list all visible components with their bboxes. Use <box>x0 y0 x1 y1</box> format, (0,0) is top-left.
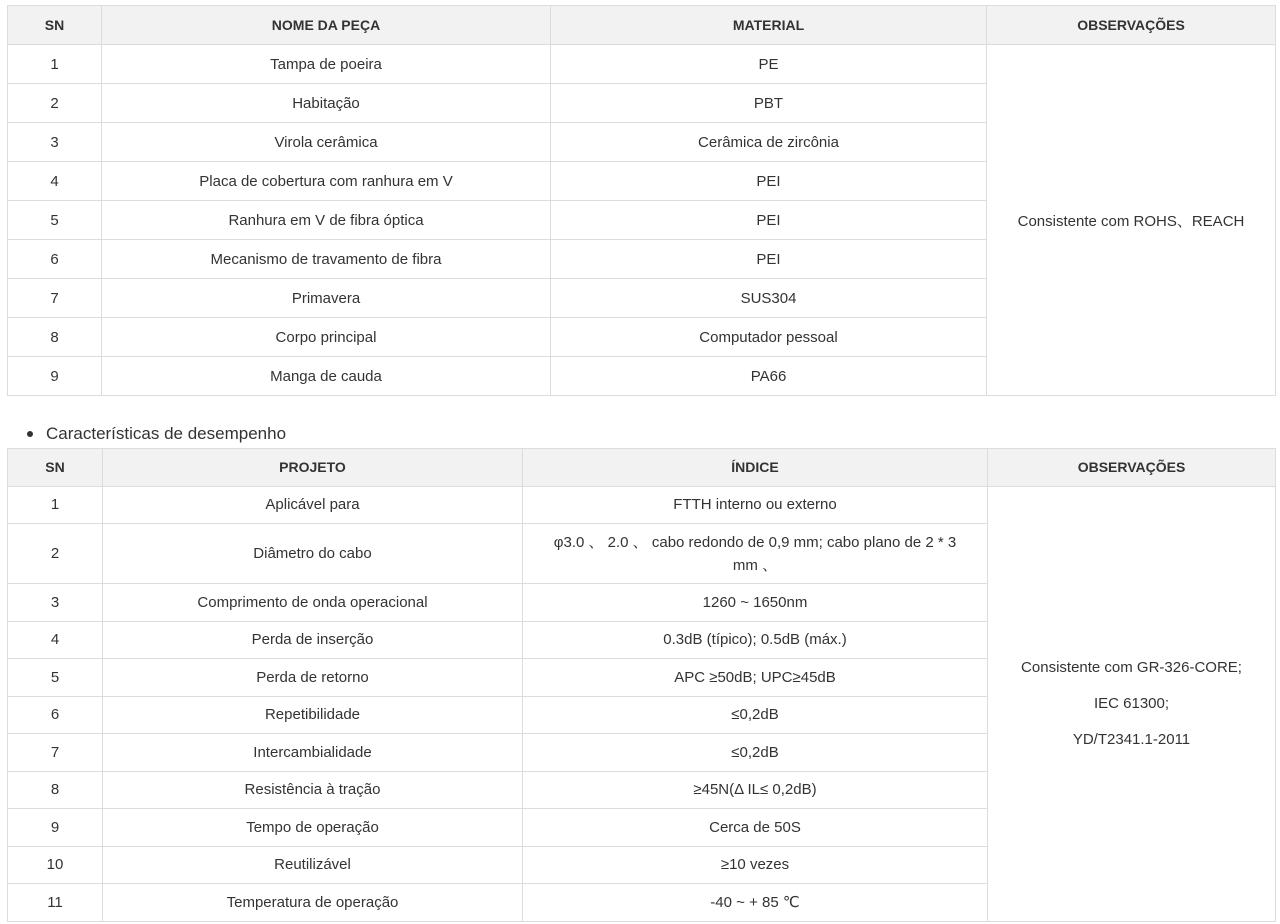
cell-index: φ3.0 、 2.0 、 cabo redondo de 0,9 mm; cabo plano de 2 * 3 mm 、 <box>523 524 988 584</box>
cell-sn: 8 <box>8 771 103 809</box>
cell-sn: 2 <box>8 524 103 584</box>
table-header-row <box>8 449 1276 487</box>
bullet-icon <box>27 431 33 437</box>
header-project: PROJETO <box>103 449 523 487</box>
cell-index: Cerca de 50S <box>523 809 988 847</box>
cell-part-name: Primavera <box>102 279 551 318</box>
cell-project: Tempo de operação <box>103 809 523 847</box>
cell-sn: 10 <box>8 846 103 884</box>
cell-project: Comprimento de onda operacional <box>103 584 523 622</box>
cell-sn: 7 <box>8 734 103 772</box>
cell-material: PBT <box>551 84 987 123</box>
cell-part-name: Placa de cobertura com ranhura em V <box>102 162 551 201</box>
parts-table <box>7 5 1276 396</box>
cell-sn: 11 <box>8 884 103 922</box>
cell-sn: 3 <box>8 123 102 162</box>
cell-sn: 9 <box>8 809 103 847</box>
cell-sn: 6 <box>8 240 102 279</box>
cell-sn: 4 <box>8 621 103 659</box>
cell-material: Computador pessoal <box>551 318 987 357</box>
cell-sn: 4 <box>8 162 102 201</box>
cell-sn: 8 <box>8 318 102 357</box>
cell-index: ≤0,2dB <box>523 734 988 772</box>
observation-line: YD/T2341.1-2011 <box>1072 730 1191 748</box>
cell-project: Resistência à tração <box>103 771 523 809</box>
cell-observation <box>988 486 1276 921</box>
header-material: MATERIAL <box>551 6 987 45</box>
table-row <box>8 486 1276 524</box>
cell-sn: 9 <box>8 357 102 396</box>
header-observations: OBSERVAÇÕES <box>987 6 1276 45</box>
cell-sn: 7 <box>8 279 102 318</box>
cell-index: 1260 ~ 1650nm <box>523 584 988 622</box>
cell-project: Aplicável para <box>103 486 523 524</box>
cell-project: Perda de retorno <box>103 659 523 697</box>
cell-material: SUS304 <box>551 279 987 318</box>
cell-material: PE <box>551 45 987 84</box>
cell-project: Perda de inserção <box>103 621 523 659</box>
cell-project: Repetibilidade <box>103 696 523 734</box>
cell-sn: 6 <box>8 696 103 734</box>
cell-project: Diâmetro do cabo <box>103 524 523 584</box>
cell-project: Intercambialidade <box>103 734 523 772</box>
cell-index: ≥45N(Δ IL≤ 0,2dB) <box>523 771 988 809</box>
cell-material: PEI <box>551 162 987 201</box>
header-sn: SN <box>8 449 103 487</box>
cell-part-name: Manga de cauda <box>102 357 551 396</box>
table-row <box>8 45 1276 84</box>
cell-index: ≤0,2dB <box>523 696 988 734</box>
cell-sn: 3 <box>8 584 103 622</box>
cell-material: PA66 <box>551 357 987 396</box>
observation-line: IEC 61300; <box>1093 694 1170 712</box>
cell-sn: 2 <box>8 84 102 123</box>
cell-part-name: Virola cerâmica <box>102 123 551 162</box>
table-header-row <box>8 6 1276 45</box>
cell-material: Cerâmica de zircônia <box>551 123 987 162</box>
cell-project: Temperatura de operação <box>103 884 523 922</box>
cell-sn: 1 <box>8 486 103 524</box>
header-observations: OBSERVAÇÕES <box>988 449 1276 487</box>
cell-sn: 1 <box>8 45 102 84</box>
cell-index: APC ≥50dB; UPC≥45dB <box>523 659 988 697</box>
section-heading <box>27 422 286 446</box>
cell-sn: 5 <box>8 659 103 697</box>
performance-table <box>7 448 1276 922</box>
cell-part-name: Mecanismo de travamento de fibra <box>102 240 551 279</box>
header-sn: SN <box>8 6 102 45</box>
cell-index: ≥10 vezes <box>523 846 988 884</box>
cell-index: 0.3dB (típico); 0.5dB (máx.) <box>523 621 988 659</box>
cell-part-name: Corpo principal <box>102 318 551 357</box>
cell-observation: Consistente com ROHS、REACH <box>987 45 1276 396</box>
cell-index: -40 ~ + 85 ℃ <box>523 884 988 922</box>
cell-sn: 5 <box>8 201 102 240</box>
header-index: ÍNDICE <box>523 449 988 487</box>
cell-part-name: Ranhura em V de fibra óptica <box>102 201 551 240</box>
cell-index: FTTH interno ou externo <box>523 486 988 524</box>
cell-material: PEI <box>551 240 987 279</box>
cell-part-name: Tampa de poeira <box>102 45 551 84</box>
header-part-name: NOME DA PEÇA <box>102 6 551 45</box>
section-title: Características de desempenho <box>46 424 287 443</box>
observation-line: Consistente com GR-326-CORE; <box>1021 658 1242 676</box>
cell-part-name: Habitação <box>102 84 551 123</box>
cell-material: PEI <box>551 201 987 240</box>
cell-project: Reutilizável <box>103 846 523 884</box>
